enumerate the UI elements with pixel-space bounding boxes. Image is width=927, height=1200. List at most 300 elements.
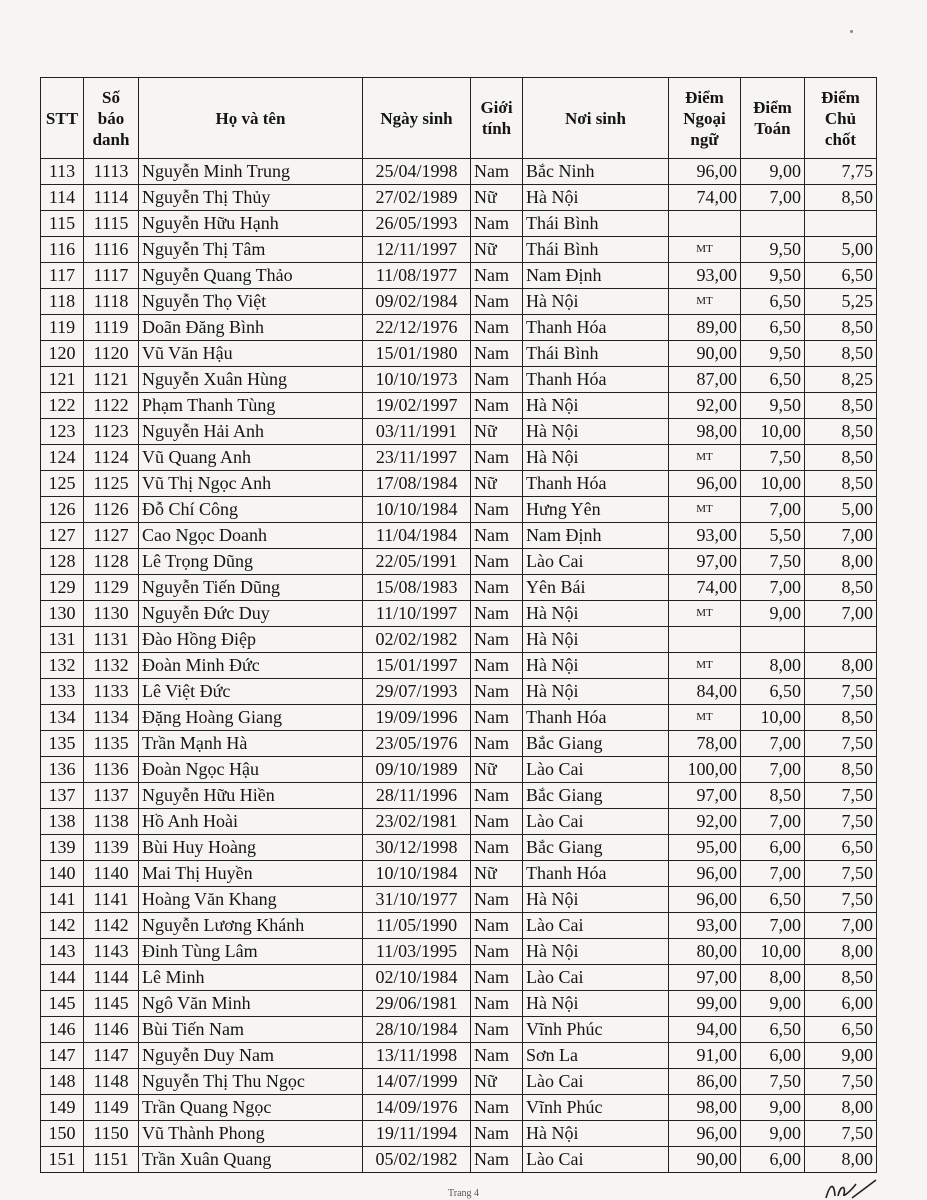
cell-gender: Nam — [471, 523, 523, 549]
header-row — [41, 78, 877, 159]
cell-dob: 28/11/1996 — [363, 783, 471, 809]
cell-math: 5,50 — [741, 523, 805, 549]
cell-sbd: 1118 — [84, 289, 139, 315]
signature-mark — [822, 1178, 882, 1200]
header-stt: STT — [41, 78, 84, 159]
table-row — [41, 939, 877, 965]
cell-sbd: 1141 — [84, 887, 139, 913]
cell-dob: 23/05/1976 — [363, 731, 471, 757]
cell-core: 7,50 — [805, 809, 877, 835]
cell-math — [741, 627, 805, 653]
cell-pob: Thái Bình — [523, 237, 669, 263]
cell-name: Nguyễn Tiến Dũng — [139, 575, 363, 601]
table-row — [41, 315, 877, 341]
cell-core: 7,50 — [805, 1121, 877, 1147]
table-row — [41, 809, 877, 835]
cell-stt: 126 — [41, 497, 84, 523]
cell-gender: Nam — [471, 289, 523, 315]
cell-gender: Nữ — [471, 757, 523, 783]
table-row — [41, 1147, 877, 1173]
cell-core: 7,50 — [805, 861, 877, 887]
table-row — [41, 159, 877, 185]
cell-sbd: 1123 — [84, 419, 139, 445]
cell-math: 9,50 — [741, 393, 805, 419]
cell-name: Vũ Thị Ngọc Anh — [139, 471, 363, 497]
cell-core: 7,75 — [805, 159, 877, 185]
cell-eng: 74,00 — [669, 185, 741, 211]
cell-sbd: 1146 — [84, 1017, 139, 1043]
table-row — [41, 497, 877, 523]
cell-gender: Nam — [471, 601, 523, 627]
cell-dob: 11/05/1990 — [363, 913, 471, 939]
page-dot-mark — [850, 30, 853, 33]
cell-dob: 11/03/1995 — [363, 939, 471, 965]
cell-gender: Nam — [471, 211, 523, 237]
table-row — [41, 1069, 877, 1095]
cell-gender: Nam — [471, 809, 523, 835]
cell-core: 8,25 — [805, 367, 877, 393]
cell-dob: 10/10/1984 — [363, 497, 471, 523]
cell-sbd: 1126 — [84, 497, 139, 523]
cell-pob: Hà Nội — [523, 1121, 669, 1147]
cell-pob: Vĩnh Phúc — [523, 1017, 669, 1043]
cell-name: Nguyễn Duy Nam — [139, 1043, 363, 1069]
cell-name: Vũ Thành Phong — [139, 1121, 363, 1147]
cell-eng: 93,00 — [669, 913, 741, 939]
cell-name: Đỗ Chí Công — [139, 497, 363, 523]
cell-dob: 09/02/1984 — [363, 289, 471, 315]
cell-name: Bùi Tiến Nam — [139, 1017, 363, 1043]
cell-eng: MT — [669, 445, 741, 471]
cell-gender: Nam — [471, 705, 523, 731]
cell-pob: Hà Nội — [523, 653, 669, 679]
cell-core: 7,50 — [805, 887, 877, 913]
cell-pob: Hà Nội — [523, 627, 669, 653]
cell-eng: 98,00 — [669, 1095, 741, 1121]
cell-math: 9,50 — [741, 341, 805, 367]
cell-stt: 123 — [41, 419, 84, 445]
cell-sbd: 1114 — [84, 185, 139, 211]
table-row — [41, 549, 877, 575]
cell-core: 5,00 — [805, 237, 877, 263]
table-row — [41, 211, 877, 237]
cell-math: 9,50 — [741, 263, 805, 289]
cell-dob: 19/02/1997 — [363, 393, 471, 419]
cell-stt: 138 — [41, 809, 84, 835]
cell-eng: MT — [669, 237, 741, 263]
table-row — [41, 965, 877, 991]
table-row — [41, 1043, 877, 1069]
cell-pob: Thanh Hóa — [523, 315, 669, 341]
cell-pob: Thanh Hóa — [523, 367, 669, 393]
table-row — [41, 575, 877, 601]
table-row — [41, 783, 877, 809]
cell-gender: Nam — [471, 913, 523, 939]
cell-name: Nguyễn Thị Tâm — [139, 237, 363, 263]
cell-core: 7,00 — [805, 913, 877, 939]
cell-gender: Nam — [471, 991, 523, 1017]
cell-dob: 11/10/1997 — [363, 601, 471, 627]
cell-eng — [669, 211, 741, 237]
cell-stt: 133 — [41, 679, 84, 705]
cell-math: 7,00 — [741, 757, 805, 783]
cell-stt: 118 — [41, 289, 84, 315]
cell-core: 8,50 — [805, 965, 877, 991]
cell-dob: 09/10/1989 — [363, 757, 471, 783]
cell-pob: Lào Cai — [523, 1147, 669, 1173]
cell-name: Phạm Thanh Tùng — [139, 393, 363, 419]
table-row — [41, 679, 877, 705]
cell-sbd: 1129 — [84, 575, 139, 601]
cell-name: Doãn Đăng Bình — [139, 315, 363, 341]
cell-core: 7,50 — [805, 1069, 877, 1095]
cell-name: Lê Trọng Dũng — [139, 549, 363, 575]
cell-dob: 17/08/1984 — [363, 471, 471, 497]
cell-core: 8,50 — [805, 445, 877, 471]
cell-dob: 03/11/1991 — [363, 419, 471, 445]
cell-sbd: 1127 — [84, 523, 139, 549]
cell-core: 5,25 — [805, 289, 877, 315]
cell-core: 8,00 — [805, 939, 877, 965]
cell-core: 7,50 — [805, 679, 877, 705]
cell-dob: 10/10/1984 — [363, 861, 471, 887]
cell-gender: Nam — [471, 367, 523, 393]
cell-sbd: 1119 — [84, 315, 139, 341]
table-row — [41, 835, 877, 861]
table-row — [41, 991, 877, 1017]
cell-core: 8,50 — [805, 315, 877, 341]
cell-dob: 11/08/1977 — [363, 263, 471, 289]
cell-eng: 97,00 — [669, 783, 741, 809]
cell-sbd: 1128 — [84, 549, 139, 575]
cell-pob: Thái Bình — [523, 211, 669, 237]
cell-gender: Nam — [471, 1017, 523, 1043]
cell-eng: 96,00 — [669, 861, 741, 887]
cell-dob: 13/11/1998 — [363, 1043, 471, 1069]
cell-core: 6,50 — [805, 1017, 877, 1043]
cell-gender: Nam — [471, 731, 523, 757]
cell-dob: 19/11/1994 — [363, 1121, 471, 1147]
cell-dob: 30/12/1998 — [363, 835, 471, 861]
cell-dob: 28/10/1984 — [363, 1017, 471, 1043]
cell-eng: 74,00 — [669, 575, 741, 601]
cell-dob: 15/08/1983 — [363, 575, 471, 601]
cell-stt: 114 — [41, 185, 84, 211]
cell-gender: Nam — [471, 939, 523, 965]
cell-pob: Bắc Ninh — [523, 159, 669, 185]
cell-pob: Vĩnh Phúc — [523, 1095, 669, 1121]
cell-dob: 29/06/1981 — [363, 991, 471, 1017]
table-row — [41, 653, 877, 679]
cell-math: 9,00 — [741, 601, 805, 627]
cell-gender: Nam — [471, 965, 523, 991]
cell-name: Vũ Quang Anh — [139, 445, 363, 471]
cell-stt: 148 — [41, 1069, 84, 1095]
cell-name: Nguyễn Hải Anh — [139, 419, 363, 445]
cell-pob: Hà Nội — [523, 991, 669, 1017]
cell-stt: 136 — [41, 757, 84, 783]
score-table — [40, 77, 877, 1173]
cell-stt: 125 — [41, 471, 84, 497]
cell-name: Mai Thị Huyền — [139, 861, 363, 887]
cell-gender: Nữ — [471, 419, 523, 445]
cell-stt: 132 — [41, 653, 84, 679]
cell-sbd: 1120 — [84, 341, 139, 367]
table-row — [41, 419, 877, 445]
cell-eng: MT — [669, 705, 741, 731]
cell-stt: 117 — [41, 263, 84, 289]
cell-name: Trần Mạnh Hà — [139, 731, 363, 757]
cell-stt: 122 — [41, 393, 84, 419]
cell-math: 8,00 — [741, 965, 805, 991]
cell-stt: 129 — [41, 575, 84, 601]
cell-gender: Nam — [471, 679, 523, 705]
cell-core: 8,00 — [805, 1095, 877, 1121]
table-row — [41, 341, 877, 367]
cell-sbd: 1147 — [84, 1043, 139, 1069]
cell-core: 8,50 — [805, 393, 877, 419]
cell-eng: 97,00 — [669, 965, 741, 991]
cell-name: Đào Hồng Điệp — [139, 627, 363, 653]
cell-math: 7,00 — [741, 861, 805, 887]
header-name: Họ và tên — [139, 78, 363, 159]
cell-math: 6,50 — [741, 315, 805, 341]
cell-core — [805, 627, 877, 653]
cell-eng: 96,00 — [669, 887, 741, 913]
cell-stt: 141 — [41, 887, 84, 913]
cell-sbd: 1150 — [84, 1121, 139, 1147]
cell-eng: 94,00 — [669, 1017, 741, 1043]
table-row — [41, 887, 877, 913]
table-row — [41, 601, 877, 627]
cell-pob: Hà Nội — [523, 393, 669, 419]
cell-pob: Bắc Giang — [523, 731, 669, 757]
cell-eng: 87,00 — [669, 367, 741, 393]
cell-stt: 124 — [41, 445, 84, 471]
cell-eng: 80,00 — [669, 939, 741, 965]
cell-pob: Lào Cai — [523, 965, 669, 991]
cell-math: 7,00 — [741, 913, 805, 939]
header-math: Điểm Toán — [741, 78, 805, 159]
cell-core: 9,00 — [805, 1043, 877, 1069]
cell-stt: 142 — [41, 913, 84, 939]
cell-dob: 22/05/1991 — [363, 549, 471, 575]
cell-sbd: 1136 — [84, 757, 139, 783]
cell-stt: 143 — [41, 939, 84, 965]
table-row — [41, 185, 877, 211]
cell-eng: 84,00 — [669, 679, 741, 705]
cell-name: Nguyễn Hữu Hạnh — [139, 211, 363, 237]
cell-name: Đinh Tùng Lâm — [139, 939, 363, 965]
cell-core: 7,50 — [805, 731, 877, 757]
cell-dob: 26/05/1993 — [363, 211, 471, 237]
table-row — [41, 471, 877, 497]
cell-core: 8,50 — [805, 341, 877, 367]
cell-sbd: 1116 — [84, 237, 139, 263]
cell-dob: 15/01/1980 — [363, 341, 471, 367]
cell-gender: Nam — [471, 835, 523, 861]
cell-math: 9,50 — [741, 237, 805, 263]
table-row — [41, 1017, 877, 1043]
cell-name: Trần Xuân Quang — [139, 1147, 363, 1173]
cell-sbd: 1149 — [84, 1095, 139, 1121]
cell-pob: Yên Bái — [523, 575, 669, 601]
cell-pob: Thái Bình — [523, 341, 669, 367]
cell-pob: Hà Nội — [523, 601, 669, 627]
cell-sbd: 1151 — [84, 1147, 139, 1173]
cell-gender: Nữ — [471, 471, 523, 497]
cell-sbd: 1145 — [84, 991, 139, 1017]
cell-eng: 92,00 — [669, 809, 741, 835]
cell-core: 8,00 — [805, 1147, 877, 1173]
cell-gender: Nam — [471, 1121, 523, 1147]
cell-pob: Thanh Hóa — [523, 705, 669, 731]
cell-gender: Nữ — [471, 861, 523, 887]
cell-dob: 02/02/1982 — [363, 627, 471, 653]
cell-dob: 31/10/1977 — [363, 887, 471, 913]
cell-gender: Nam — [471, 1043, 523, 1069]
cell-stt: 128 — [41, 549, 84, 575]
table-row — [41, 861, 877, 887]
cell-sbd: 1121 — [84, 367, 139, 393]
cell-stt: 119 — [41, 315, 84, 341]
cell-sbd: 1139 — [84, 835, 139, 861]
cell-math: 6,50 — [741, 887, 805, 913]
cell-dob: 14/09/1976 — [363, 1095, 471, 1121]
cell-name: Nguyễn Đức Duy — [139, 601, 363, 627]
cell-sbd: 1148 — [84, 1069, 139, 1095]
cell-core: 8,50 — [805, 185, 877, 211]
cell-stt: 135 — [41, 731, 84, 757]
cell-core: 7,00 — [805, 601, 877, 627]
cell-sbd: 1142 — [84, 913, 139, 939]
cell-gender: Nam — [471, 575, 523, 601]
header-gender: Giới tính — [471, 78, 523, 159]
cell-gender: Nam — [471, 887, 523, 913]
cell-name: Bùi Huy Hoàng — [139, 835, 363, 861]
cell-stt: 147 — [41, 1043, 84, 1069]
cell-core: 8,50 — [805, 419, 877, 445]
cell-gender: Nam — [471, 497, 523, 523]
cell-math: 7,00 — [741, 731, 805, 757]
cell-pob: Hà Nội — [523, 887, 669, 913]
cell-dob: 14/07/1999 — [363, 1069, 471, 1095]
table-row — [41, 289, 877, 315]
cell-eng: 93,00 — [669, 263, 741, 289]
cell-name: Lê Việt Đức — [139, 679, 363, 705]
cell-sbd: 1131 — [84, 627, 139, 653]
header-pob: Nơi sinh — [523, 78, 669, 159]
cell-sbd: 1122 — [84, 393, 139, 419]
cell-eng: 90,00 — [669, 1147, 741, 1173]
cell-stt: 137 — [41, 783, 84, 809]
header-sbd: Số báo danh — [84, 78, 139, 159]
cell-stt: 146 — [41, 1017, 84, 1043]
cell-eng: 97,00 — [669, 549, 741, 575]
table-row — [41, 1121, 877, 1147]
cell-core: 7,50 — [805, 783, 877, 809]
cell-pob: Lào Cai — [523, 757, 669, 783]
cell-eng: 78,00 — [669, 731, 741, 757]
cell-math: 7,50 — [741, 445, 805, 471]
cell-eng: 89,00 — [669, 315, 741, 341]
cell-dob: 25/04/1998 — [363, 159, 471, 185]
cell-pob: Bắc Giang — [523, 835, 669, 861]
cell-sbd: 1132 — [84, 653, 139, 679]
page-footer: Trang 4 — [447, 1188, 480, 1199]
cell-name: Nguyễn Xuân Hùng — [139, 367, 363, 393]
table-row — [41, 705, 877, 731]
cell-math: 7,50 — [741, 1069, 805, 1095]
cell-stt: 131 — [41, 627, 84, 653]
cell-core: 8,50 — [805, 471, 877, 497]
cell-gender: Nữ — [471, 237, 523, 263]
cell-dob: 11/04/1984 — [363, 523, 471, 549]
cell-name: Đoàn Minh Đức — [139, 653, 363, 679]
table-row — [41, 445, 877, 471]
cell-math: 6,00 — [741, 1147, 805, 1173]
cell-dob: 22/12/1976 — [363, 315, 471, 341]
cell-math: 6,00 — [741, 835, 805, 861]
cell-sbd: 1130 — [84, 601, 139, 627]
cell-name: Nguyễn Hữu Hiền — [139, 783, 363, 809]
cell-eng: 86,00 — [669, 1069, 741, 1095]
table-row — [41, 367, 877, 393]
cell-stt: 151 — [41, 1147, 84, 1173]
cell-gender: Nam — [471, 1095, 523, 1121]
cell-sbd: 1113 — [84, 159, 139, 185]
cell-math: 7,00 — [741, 497, 805, 523]
cell-eng: 95,00 — [669, 835, 741, 861]
cell-name: Trần Quang Ngọc — [139, 1095, 363, 1121]
cell-gender: Nữ — [471, 185, 523, 211]
cell-sbd: 1140 — [84, 861, 139, 887]
cell-math: 6,50 — [741, 679, 805, 705]
cell-math: 10,00 — [741, 471, 805, 497]
cell-stt: 134 — [41, 705, 84, 731]
cell-stt: 130 — [41, 601, 84, 627]
cell-eng: 99,00 — [669, 991, 741, 1017]
cell-sbd: 1138 — [84, 809, 139, 835]
cell-eng: 93,00 — [669, 523, 741, 549]
cell-pob: Hà Nội — [523, 445, 669, 471]
cell-eng: MT — [669, 289, 741, 315]
cell-stt: 145 — [41, 991, 84, 1017]
table-row — [41, 263, 877, 289]
table-row — [41, 237, 877, 263]
cell-gender: Nam — [471, 315, 523, 341]
cell-stt: 116 — [41, 237, 84, 263]
header-dob: Ngày sinh — [363, 78, 471, 159]
cell-eng: 92,00 — [669, 393, 741, 419]
cell-sbd: 1115 — [84, 211, 139, 237]
cell-math: 9,00 — [741, 1121, 805, 1147]
cell-stt: 113 — [41, 159, 84, 185]
cell-eng — [669, 627, 741, 653]
cell-gender: Nam — [471, 159, 523, 185]
cell-eng: 90,00 — [669, 341, 741, 367]
cell-gender: Nam — [471, 653, 523, 679]
cell-core: 8,50 — [805, 757, 877, 783]
cell-core: 6,50 — [805, 835, 877, 861]
table-row — [41, 757, 877, 783]
cell-math: 10,00 — [741, 419, 805, 445]
table-body — [41, 159, 877, 1173]
cell-math: 6,00 — [741, 1043, 805, 1069]
cell-gender: Nam — [471, 341, 523, 367]
cell-name: Đoàn Ngọc Hậu — [139, 757, 363, 783]
cell-gender: Nam — [471, 393, 523, 419]
